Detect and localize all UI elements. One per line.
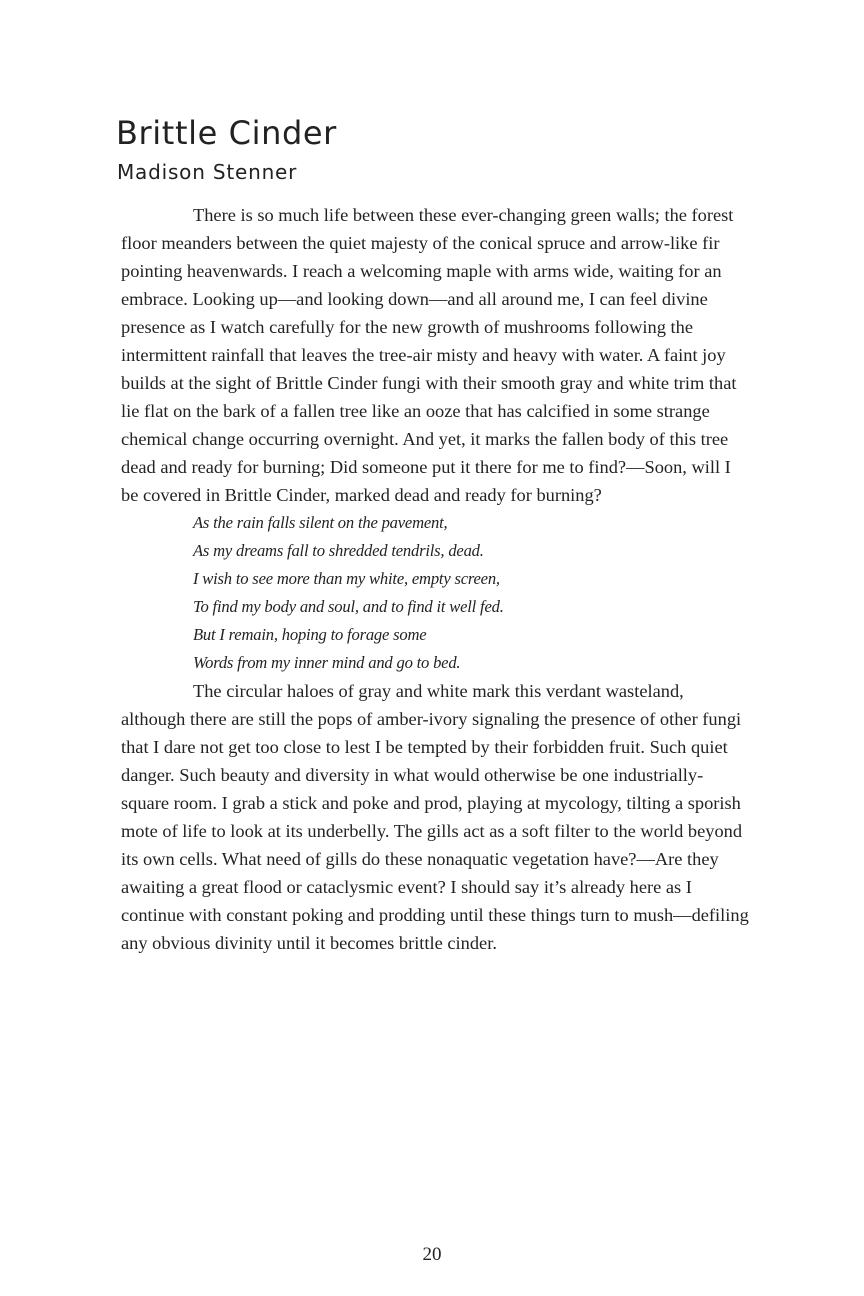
poem-stanza (121, 509, 751, 677)
paragraph-1: There is so much life between these ever-changing green walls; the forest floor meanders between the quiet majesty of the conical spruce and arrow-like fir pointing heavenwards. I reach a welcoming maple with arms wide, waiting for an embrace. Looking up—and looking down—and all around me, I can feel divine presence as I watch carefully for the new growth of mushrooms following the intermittent rainfall that leaves the tree-air misty and heavy with water. A faint joy builds at the sight of Brittle Cinder fungi with their smooth gray and white trim that lie flat on the bark of a fallen tree like an ooze that has calcified in some strange chemical change occurring overnight. And yet, it marks the fallen body of this tree dead and ready for burning; Did someone put it there for me to find?—Soon, will I be covered in Brittle Cinder, marked dead and ready for burning? (121, 205, 737, 505)
poem-line: Words from my inner mind and go to bed. (193, 653, 461, 672)
author-name: Madison Stenner (117, 160, 298, 184)
paragraph-2: The circular haloes of gray and white mark this verdant wasteland, although there are still the pops of amber-ivory signaling the presence of other fungi that I dare not get too close to lest I be tempted by their forbidden fruit. Such quiet danger. Such beauty and diversity in what would otherwise be one industrially-square room. I grab a stick and poke and prod, playing at mycology, tilting a sporish mote of life to look at its underbelly. The gills act as a soft filter to the world beyond its own cells. What need of gills do these nonaquatic vegetation have?—Are they awaiting a great flood or cataclysmic event? I should say it’s already here as I continue with constant poking and prodding until these things turn to mush—defiling any obvious divinity until it becomes brittle cinder. (121, 681, 749, 953)
poem-line: I wish to see more than my white, empty screen, (193, 569, 500, 588)
poem-line: As my dreams fall to shredded tendrils, dead. (193, 541, 484, 560)
essay-body (121, 201, 751, 957)
page-number: 20 (422, 1244, 442, 1265)
essay-title: Brittle Cinder (116, 114, 337, 152)
poem-line: As the rain falls silent on the pavement, (193, 513, 448, 532)
poem-line: To find my body and soul, and to find it well fed. (193, 597, 504, 616)
poem-line: But I remain, hoping to forage some (193, 625, 427, 644)
